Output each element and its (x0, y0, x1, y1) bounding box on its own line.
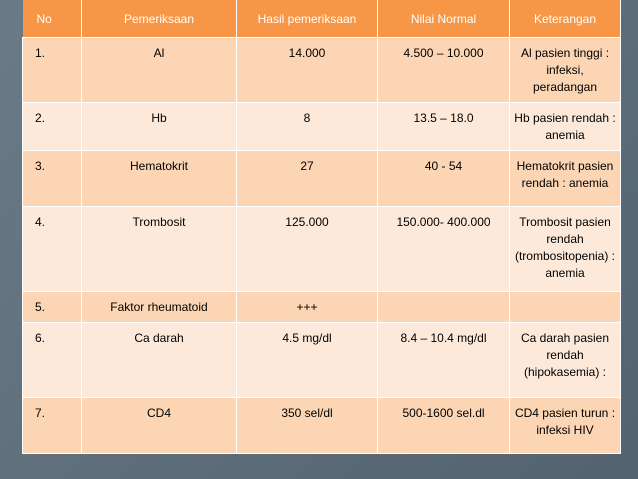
cell-pemeriksaan: Faktor rheumatoid (82, 292, 237, 323)
cell-hasil: 27 (237, 151, 378, 207)
table-row (23, 398, 621, 454)
header-no: No (23, 0, 82, 38)
cell-keterangan (510, 292, 621, 323)
table-row (23, 323, 621, 398)
cell-no: 5. (23, 292, 82, 323)
cell-no: 4. (23, 207, 82, 292)
cell-nilai-normal: 150.000- 400.000 (378, 207, 510, 292)
header-hasil: Hasil pemeriksaan (237, 0, 378, 38)
cell-no: 3. (23, 151, 82, 207)
cell-nilai-normal: 8.4 – 10.4 mg/dl (378, 323, 510, 398)
cell-keterangan: Al pasien tinggi : infeksi, peradangan (510, 38, 621, 103)
cell-pemeriksaan: Hb (82, 103, 237, 151)
cell-nilai-normal (378, 292, 510, 323)
cell-nilai-normal: 500-1600 sel.dl (378, 398, 510, 454)
cell-no: 7. (23, 398, 82, 454)
header-keterangan: Keterangan (510, 0, 621, 38)
table-row (23, 103, 621, 151)
cell-pemeriksaan: CD4 (82, 398, 237, 454)
table-row (23, 207, 621, 292)
lab-results-slide (22, 0, 620, 462)
cell-no: 6. (23, 323, 82, 398)
cell-hasil: 125.000 (237, 207, 378, 292)
cell-keterangan: Hb pasien rendah : anemia (510, 103, 621, 151)
cell-no: 1. (23, 38, 82, 103)
cell-hasil: 14.000 (237, 38, 378, 103)
cell-nilai-normal: 40 - 54 (378, 151, 510, 207)
header-nilai-normal: Nilai Normal (378, 0, 510, 38)
table-row (23, 292, 621, 323)
cell-pemeriksaan: Hematokrit (82, 151, 237, 207)
cell-pemeriksaan: Ca darah (82, 323, 237, 398)
table-header-row (23, 0, 621, 38)
cell-pemeriksaan: Al (82, 38, 237, 103)
cell-nilai-normal: 4.500 – 10.000 (378, 38, 510, 103)
cell-hasil: 8 (237, 103, 378, 151)
table-row (23, 151, 621, 207)
cell-keterangan: Ca darah pasien rendah (hipokasemia) : (510, 323, 621, 398)
cell-keterangan: CD4 pasien turun : infeksi HIV (510, 398, 621, 454)
cell-no: 2. (23, 103, 82, 151)
cell-pemeriksaan: Trombosit (82, 207, 237, 292)
cell-hasil: 350 sel/dl (237, 398, 378, 454)
header-pemeriksaan: Pemeriksaan (82, 0, 237, 38)
cell-nilai-normal: 13.5 – 18.0 (378, 103, 510, 151)
cell-keterangan: Trombosit pasien rendah (trombositopenia) : anemia (510, 207, 621, 292)
table-row (23, 38, 621, 103)
cell-hasil: 4.5 mg/dl (237, 323, 378, 398)
lab-results-table (22, 0, 621, 454)
cell-hasil: +++ (237, 292, 378, 323)
cell-keterangan: Hematokrit pasien rendah : anemia (510, 151, 621, 207)
